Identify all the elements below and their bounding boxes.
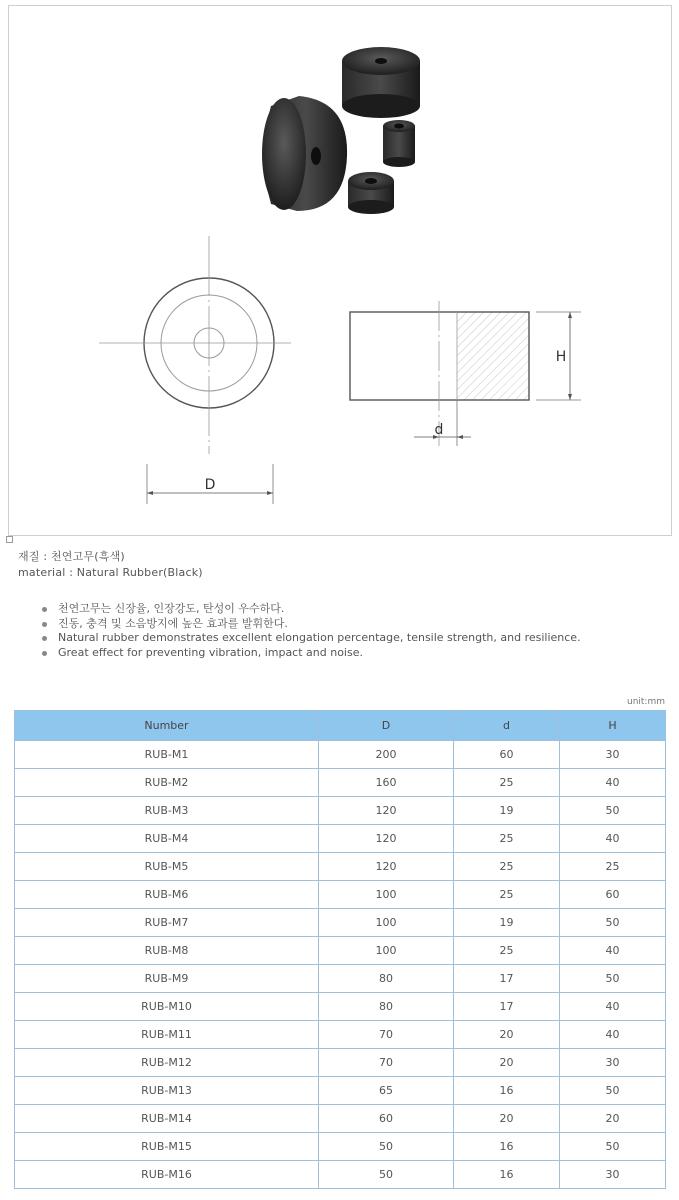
header-d: d	[454, 711, 560, 741]
cell-D: 80	[319, 965, 454, 993]
table-row	[15, 1105, 666, 1133]
cell-d: 17	[454, 993, 560, 1021]
small-rubber-disc	[348, 172, 394, 214]
product-drawing	[9, 6, 673, 537]
feature-item: Great effect for preventing vibration, impact and noise.	[42, 645, 581, 661]
cell-D: 160	[319, 769, 454, 797]
cell-D: 100	[319, 937, 454, 965]
cell-d: 25	[454, 937, 560, 965]
cell-number: RUB-M6	[15, 881, 319, 909]
cell-number: RUB-M1	[15, 741, 319, 769]
cell-D: 60	[319, 1105, 454, 1133]
feature-item: 진동, 충격 및 소음방지에 높은 효과를 발휘한다.	[42, 617, 581, 631]
cell-D: 70	[319, 1021, 454, 1049]
table-row	[15, 881, 666, 909]
header-D: D	[319, 711, 454, 741]
cell-number: RUB-M13	[15, 1077, 319, 1105]
spec-table	[14, 710, 666, 1189]
cell-number: RUB-M4	[15, 825, 319, 853]
cell-H: 20	[560, 1105, 666, 1133]
cell-number: RUB-M2	[15, 769, 319, 797]
cell-H: 40	[560, 769, 666, 797]
cell-H: 40	[560, 937, 666, 965]
cell-D: 50	[319, 1161, 454, 1189]
table-row	[15, 1021, 666, 1049]
table-row	[15, 993, 666, 1021]
cell-number: RUB-M7	[15, 909, 319, 937]
material-korean: 재질 : 천연고무(흑색)	[18, 550, 125, 563]
cell-D: 50	[319, 1133, 454, 1161]
cell-number: RUB-M8	[15, 937, 319, 965]
cell-H: 50	[560, 909, 666, 937]
cell-D: 100	[319, 909, 454, 937]
table-row	[15, 1077, 666, 1105]
cell-H: 50	[560, 797, 666, 825]
table-row	[15, 1133, 666, 1161]
cell-d: 16	[454, 1161, 560, 1189]
unit-label: unit:mm	[626, 697, 665, 707]
cell-d: 16	[454, 1077, 560, 1105]
cell-d: 19	[454, 909, 560, 937]
feature-item: Natural rubber demonstrates excellent elongation percentage, tensile strength, and resilience.	[42, 631, 581, 645]
cell-d: 20	[454, 1021, 560, 1049]
cell-d: 17	[454, 965, 560, 993]
cell-number: RUB-M12	[15, 1049, 319, 1077]
cell-number: RUB-M15	[15, 1133, 319, 1161]
corner-marker	[6, 536, 13, 543]
table-row	[15, 937, 666, 965]
cell-H: 30	[560, 741, 666, 769]
dimension-label-H: H	[555, 349, 567, 365]
cell-d: 20	[454, 1105, 560, 1133]
table-row	[15, 909, 666, 937]
header-H: H	[560, 711, 666, 741]
rubber-pads-photo	[262, 47, 420, 214]
table-row	[15, 1161, 666, 1189]
cell-D: 120	[319, 853, 454, 881]
cell-d: 25	[454, 853, 560, 881]
cell-D: 120	[319, 797, 454, 825]
dimension-label-d: d	[434, 422, 444, 438]
cell-H: 25	[560, 853, 666, 881]
cell-d: 60	[454, 741, 560, 769]
top-rubber-disc	[342, 47, 420, 118]
cell-H: 50	[560, 1077, 666, 1105]
table-body	[15, 741, 666, 1189]
cell-H: 40	[560, 993, 666, 1021]
table-row	[15, 741, 666, 769]
table-row	[15, 825, 666, 853]
cell-H: 60	[560, 881, 666, 909]
cell-H: 40	[560, 1021, 666, 1049]
table-row	[15, 797, 666, 825]
cell-H: 40	[560, 825, 666, 853]
cell-number: RUB-M11	[15, 1021, 319, 1049]
cell-D: 100	[319, 881, 454, 909]
dimension-label-D: D	[204, 477, 216, 493]
cell-number: RUB-M5	[15, 853, 319, 881]
product-figure	[8, 5, 672, 536]
cell-number: RUB-M16	[15, 1161, 319, 1189]
cell-number: RUB-M14	[15, 1105, 319, 1133]
table-header-row	[15, 711, 666, 741]
cell-D: 80	[319, 993, 454, 1021]
cell-H: 30	[560, 1161, 666, 1189]
cell-d: 19	[454, 797, 560, 825]
cell-H: 50	[560, 965, 666, 993]
cell-d: 25	[454, 769, 560, 797]
cell-number: RUB-M10	[15, 993, 319, 1021]
cell-d: 25	[454, 825, 560, 853]
cell-number: RUB-M9	[15, 965, 319, 993]
small-rubber-cylinder	[383, 120, 415, 167]
cell-D: 120	[319, 825, 454, 853]
large-rubber-disc	[262, 96, 347, 211]
cell-number: RUB-M3	[15, 797, 319, 825]
material-english: material : Natural Rubber(Black)	[18, 566, 203, 579]
side-view-drawing	[350, 301, 581, 446]
cell-H: 50	[560, 1133, 666, 1161]
cell-d: 20	[454, 1049, 560, 1077]
table-row	[15, 853, 666, 881]
feature-list	[42, 601, 581, 661]
front-view-drawing	[99, 236, 291, 504]
table-row	[15, 965, 666, 993]
cell-D: 65	[319, 1077, 454, 1105]
cell-D: 200	[319, 741, 454, 769]
feature-item: 천연고무는 신장율, 인장강도, 탄성이 우수하다.	[42, 601, 581, 617]
cell-D: 70	[319, 1049, 454, 1077]
cell-H: 30	[560, 1049, 666, 1077]
cell-d: 25	[454, 881, 560, 909]
header-number: Number	[15, 711, 319, 741]
table-row	[15, 769, 666, 797]
cell-d: 16	[454, 1133, 560, 1161]
table-row	[15, 1049, 666, 1077]
